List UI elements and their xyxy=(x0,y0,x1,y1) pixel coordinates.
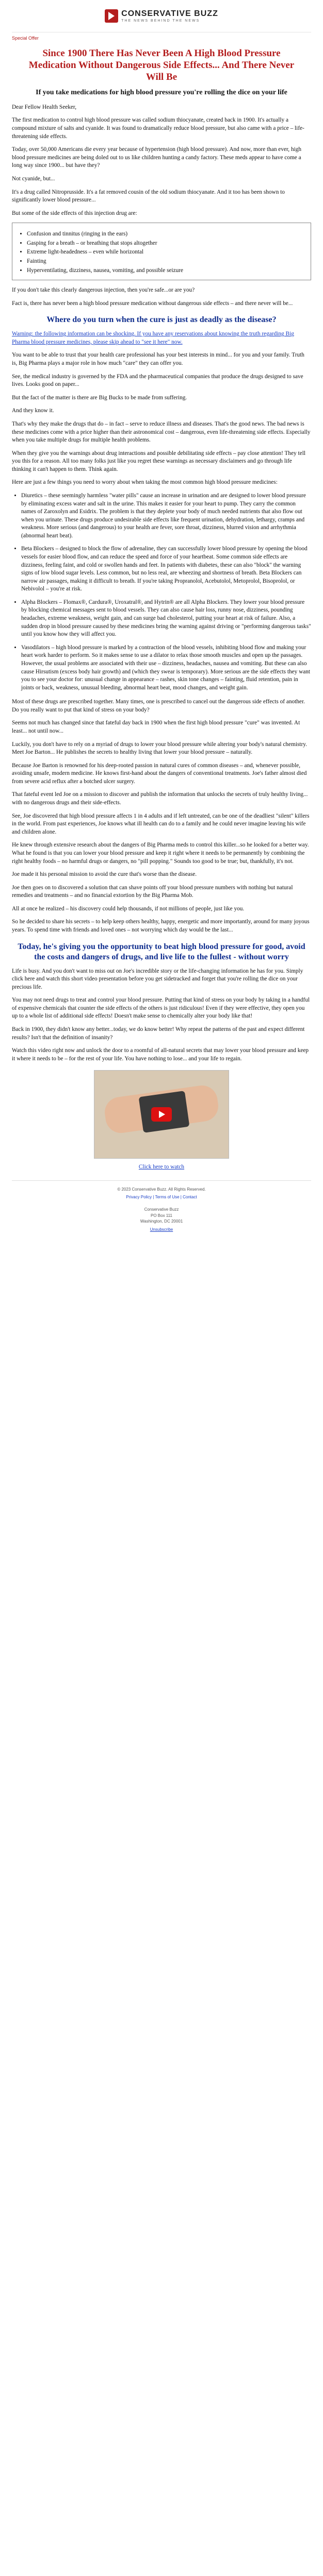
list-item: • Gasping for a breath – or breathing that stops altogether xyxy=(27,240,305,248)
list-item: • Hyperventilating, dizziness, nausea, vomiting, and possible seizure xyxy=(27,267,305,275)
section-heading: Today, he's giving you the opportunity to beat high blood pressure for good, avoid the costs and dangers of drugs, and live life to the fullest - without worry xyxy=(18,942,305,961)
paragraph: That's why they make the drugs that do – in fact – serve to reduce illness and diseases. That's the good news. The bad news is these medicines come with a price higher than their astronomical cost – dangerous, even life-threatening side effects. Especially when you take multiple drugs for multiple health problems. xyxy=(12,420,311,444)
subheadline: If you take medications for high blood pressure you're rolling the dice on your life xyxy=(36,89,287,97)
paragraph: That fateful event led Joe on a mission to discover and publish the information that unlocks the secrets of truly healthy living... with no dangerous drugs and their side-effects. xyxy=(12,791,308,806)
paragraph: He knew through extensive research about the dangers of Big Pharma meds to control this killer...so he looked for a better way. What he found is that you can lower your blood pressure and keep it right where it needs to be permanently by combining the right healthy foods – no harmful drugs or dangers, no "pill popping." Sounds too good to be true; but, thankfully, it's not. xyxy=(12,842,309,865)
paragraph: Joe made it his personal mission to avoid the cure that's worse than the disease. xyxy=(12,871,197,878)
side-effects-box xyxy=(12,223,311,280)
address: Conservative Buzz PO Box 111 Washington, DC 20001 xyxy=(140,1207,183,1224)
paragraph: The first medication to control high blood pressure was called sodium thiocyanate, created back in 1900. It's actually a compound mixture of salts and cyanide. It was found to dramatically reduce blood pressure, but also came with a price – life-threatening side effects. xyxy=(12,117,304,140)
logo[interactable] xyxy=(105,9,218,23)
paragraph: Back in 1900, they didn't know any better...today, we do know better! Why repeat the patterns of the past and expect different results? Isn't that the definition of insanity? xyxy=(12,1026,305,1041)
brand-tagline: THE NEWS BEHIND THE NEWS xyxy=(121,19,200,23)
paragraph: Today, over 50,000 Americans die every year because of hypertension (high blood pressure). And now, more than ever, high blood pressure medicines are being doled out to us like children hunting a candy factory. These meds appear to have come a long way since 1900... but have they? xyxy=(12,146,302,169)
list-item: • Beta Blockers – designed to block the flow of adrenaline, they can successfully lower blood pressure by opening the blood vessels for easier blood flow, and can reduce the speed and force of your heartbeat. Some common side effects are dizziness, feeling faint, and cold or swollen hands and feet. In patients with diabetes, these can also "block" the warning signs of low blood sugar levels. Less common, but no less real, are wheezing and shortness of breath. Beta Blockers can narrow air passages, making it difficult to breath. If you're taking Propranolol, Acebutolol, Metoprolol, Bisoprolol, or Nebivolol – you're at risk. xyxy=(21,545,311,593)
play-icon[interactable] xyxy=(151,1107,172,1122)
video-thumbnail[interactable] xyxy=(94,1070,229,1159)
paragraph: So he decided to share his secrets – to help keep others healthy, happy, energetic and more importantly, around for many joyous years. To spend time with friends and loved ones – not worrying which day would be the last... xyxy=(12,919,310,933)
paragraph: Fact is, there has never been a high blood pressure medication without dangerous side effects – and there never will be... xyxy=(12,300,293,307)
paragraph: You may not need drugs to treat and control your blood pressure. Putting that kind of stress on your body by taking in a handful of expensive chemicals that counter the side effects of the others is just ridiculous! Even if they were effective, they open you up to a whole list of additional side effects! Doesn't make sense to chemically alter your body like that! xyxy=(12,997,310,1020)
paragraph: See, the medical industry is governed by the FDA and the pharmaceutical companies that produce the drugs designed to save lives. Looks good on paper... xyxy=(12,373,303,388)
paragraph: If you don't take this clearly dangerous injection, then you're safe...or are you? xyxy=(12,287,195,294)
paragraph: But the fact of the matter is there are Big Bucks to be made from suffering. xyxy=(12,394,187,401)
paragraph: Watch this video right now and unlock the door to a roomful of all-natural secrets that may lower your blood pressure and keep it where it needs to be – for the rest of your life. You have nothing to lose... and your life to regain. xyxy=(12,1047,309,1062)
paragraph: Joe then goes on to discovered a solution that can shave points off your blood pressure numbers with nothing but natural remedies and treatments – and no financial extortion by the Big Pharma Mob. xyxy=(12,884,293,899)
paragraph: Most of these drugs are prescribed together. Many times, one is prescribed to cancel out the dangerous side effects of another. Do you really want to put that kind of stress on your body? xyxy=(12,699,305,713)
list-item: • Alpha Blockers – Flomax®, Cardura®, Uroxatral®, and Hytrin® are all Alpha Blockers. They lower your blood pressure by blocking chemical messages sent to blood vessels. They can also cause hair loss, runny nose, dizziness, pounding headaches, extreme weakness, weight gain, and can surge bad cholesterol, putting your heart at risk of failure. Also, a sudden drop in blood pressure caused by these medicines bring the warning against driving or "performing dangerous tasks" until you know how they will affect you. xyxy=(21,599,311,639)
unsubscribe-link[interactable]: Unsubscribe xyxy=(150,1227,173,1232)
list-item: • Confusion and tinnitus (ringing in the ears) xyxy=(27,230,305,239)
list-item: • Diuretics – these seemingly harmless "water pills" cause an increase in urination and are designed to lower blood pressure by eliminating excess water and salt in the urine. This makes it easier for your heart to pump. They carry the common names of Zaroxolyn and Esidrix. The problem is that they deplete your body of much needed nutrients that also flow out when you urinate. These drugs produce undesirable side effects like frequent urination, dehydration, lethargy, cramps and weakness. More serious (and dangerous) to your health are fever, sore throat, dizziness, blurred vision and arrhythmia (abnormal heart beat). xyxy=(21,492,311,540)
salutation: Dear Fellow Health Seeker, xyxy=(12,104,77,110)
page-title: Since 1900 There Has Never Been A High Blood Pressure Medication Without Dangerous Side Effects... And There Never Will Be xyxy=(28,48,295,82)
list-item: • Fainting xyxy=(27,258,305,266)
paragraph: Luckily, you don't have to rely on a myriad of drugs to lower your blood pressure while altering your body's natural chemistry. Meet Joe Barton... He publishes the secrets to healthy living that lower your blood pressure – naturally. xyxy=(12,741,308,756)
list-item: • Extreme light-headedness – even while horizontal xyxy=(27,248,305,257)
page xyxy=(12,0,311,1232)
paragraph: You want to be able to trust that your health care professional has your best interests in mind... for you and your family. Truth is, Big Pharma plays a major role in how much "care" they can offer you. xyxy=(12,352,304,367)
paragraph: All at once he realized – his discovery could help thousands, if not millions of people, just like you. xyxy=(12,905,245,912)
paragraph: See, Joe discovered that high blood pressure affects 1 in 4 adults and if left untreated, can be one of the deadliest "silent" killers in the world. From past experiences, Joe knows what ill health can do to a family and he could never imagine leaving his wife and children alone. xyxy=(12,812,310,835)
paragraph: Because Joe Barton is renowned for his deep-rooted passion in natural cures of common diseases – and, whenever possible, avoiding unsafe, modern medicine. He knows first-hand about the dangers of conventional treatments. Joe's father almost died from severe acid reflux after a botched ulcer surgery. xyxy=(12,762,307,785)
play-logo-icon xyxy=(105,9,118,23)
header xyxy=(12,0,311,32)
paragraph: And they know it. xyxy=(12,408,54,414)
advertorial-label: Special Offer xyxy=(12,36,39,41)
paragraph: But some of the side effects of this injection drug are: xyxy=(12,210,137,216)
side-effects-list xyxy=(27,230,305,275)
section-heading: Where do you turn when the cure is just as deadly as the disease? xyxy=(46,315,277,325)
footer xyxy=(12,1180,311,1232)
paragraph: Not cyanide, but... xyxy=(12,175,55,182)
paragraph: Seems not much has changed since that fateful day back in 1900 when the first high blood pressure "cure" was invented. At least... not until now... xyxy=(12,720,300,734)
paragraph: When they give you the warnings about drug interactions and possible debilitating side effects – pay close attention! They tell you this for a reason. All too many folks just like you regret these warnings as necessary disclaimers and go through life thinking it can't happen to them. Think again. xyxy=(12,450,305,472)
footer-links[interactable]: Privacy Policy | Terms of Use | Contact xyxy=(126,1195,197,1200)
copyright: © 2023 Conservative Buzz. All Rights Reserved. xyxy=(117,1187,206,1192)
paragraph: Life is busy. And you don't want to miss out on Joe's incredible story or the life-changing information he has for you. Simply click here and watch this short video presentation before you get sidetracked and forget that you're rolling the dice on your precious life. xyxy=(12,968,303,990)
list-item: • Vasodilators – high blood pressure is marked by a contraction of the blood vessels, inhibiting blood flow and making your heart work harder to perform. So it makes sense to use a dilator to relax those smooth muscles and open up the passages. However, the usual problems are associated with their use – dizziness, headaches, nausea and vomiting. But these can also cause Hirsutism (excess body hair growth) and (which they swear is temporary). More serious are the side effects they want you to see your doctor for: unusual change in appearance – rashes, skin tone changes – fainting, fluid retention, pain in joints or back, weakness, unusual bleeding, abnormal heart beat, mood changes, and weight gain. xyxy=(21,644,311,692)
brand-name: CONSERVATIVE BUZZ xyxy=(121,9,218,18)
paragraph: It's a drug called Nitroprusside. It's a fat removed cousin of the old sodium thiocyanate. And it too has been shown to significantly lower blood pressure... xyxy=(12,189,285,204)
warning-link[interactable]: Warning: the following information can be shocking. If you have any reservations about knowing the truth regarding Big Pharma blood pressure medicines, please skip ahead to "see it here" now. xyxy=(12,331,294,345)
video-link[interactable]: Click here to watch xyxy=(138,1164,185,1171)
drug-list xyxy=(21,492,311,692)
paragraph: Here are just a few things you need to worry about when taking the most common high blood pressure medicines: xyxy=(12,479,278,486)
